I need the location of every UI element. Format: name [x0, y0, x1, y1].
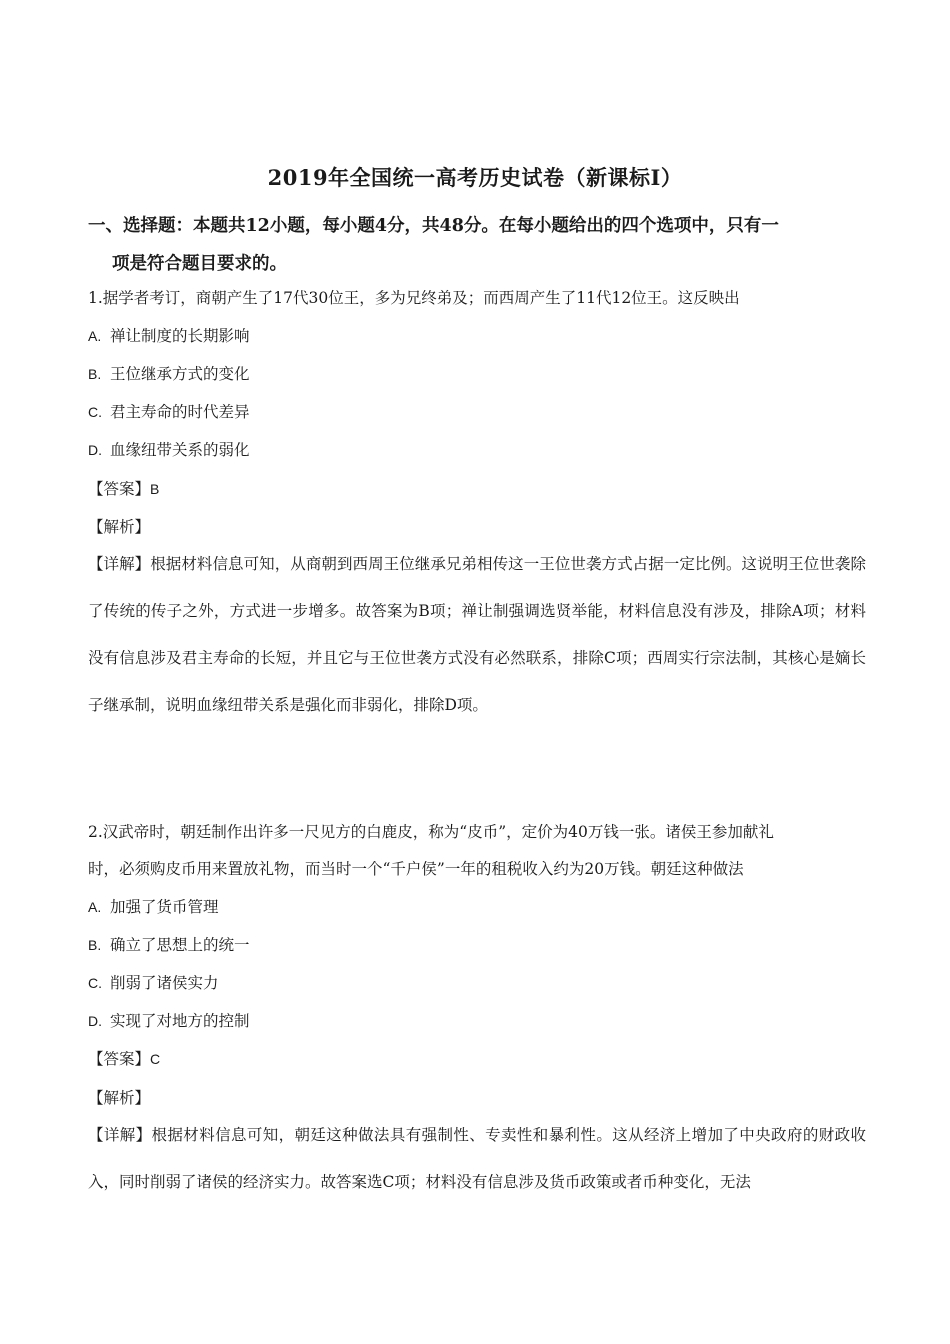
question-2-answer	[88, 1047, 160, 1069]
question-2-detail: 【详解】根据材料信息可知，朝廷这种做法具有强制性、专卖性和暴利性。这从经济上增加了中央政府的财政收入，同时削弱了诸侯的经济实力。故答案选C项；材料没有信息涉及货币政策或者币种变化，无法	[88, 1126, 866, 1191]
section-heading-line2: 项是符合题目要求的。	[112, 254, 287, 274]
question-2-stem-line2: 时，必须购皮币用来置放礼物，而当时一个“千户侯”一年的租税收入约为20万钱。朝廷这种做法	[88, 860, 744, 878]
option-text: 君主寿命的时代差异	[110, 403, 250, 421]
question-2-analysis-label: 【解析】	[88, 1089, 151, 1107]
option-text: 确立了思想上的统一	[110, 936, 250, 954]
option-text: 加强了货币管理	[110, 898, 219, 916]
option-text: 削弱了诸侯实力	[110, 974, 219, 992]
answer-value: B	[150, 481, 160, 497]
answer-value: C	[150, 1051, 161, 1067]
question-2-stem-line1: 2.汉武帝时，朝廷制作出许多一尺见方的白鹿皮，称为“皮币”，定价为40万钱一张。诸侯王参加献礼	[88, 823, 774, 841]
answer-label: 【答案】	[88, 480, 151, 498]
option-text: 王位继承方式的变化	[110, 365, 250, 383]
option-letter: B.	[88, 366, 102, 382]
question-2-option-b	[88, 933, 250, 955]
question-1-analysis-label: 【解析】	[88, 518, 151, 536]
option-letter: D.	[88, 1013, 102, 1029]
exam-title: 2019年全国统一高考历史试卷（新课标Ⅰ）	[267, 165, 683, 190]
option-text: 实现了对地方的控制	[110, 1012, 250, 1030]
question-1-option-a	[88, 324, 250, 346]
option-letter: C.	[88, 975, 102, 991]
option-text: 禅让制度的长期影响	[110, 327, 250, 345]
section-heading	[88, 207, 878, 283]
option-letter: B.	[88, 937, 102, 953]
option-letter: D.	[88, 442, 102, 458]
option-text: 血缘纽带关系的弱化	[110, 441, 250, 459]
question-1-option-b	[88, 362, 250, 384]
question-1-option-d	[88, 438, 250, 460]
answer-label: 【答案】	[88, 1050, 151, 1068]
question-1-stem: 1.据学者考订，商朝产生了17代30位王，多为兄终弟及；而西周产生了11代12位王。这反映出	[88, 289, 740, 307]
section-heading-line1: 一、选择题：本题共12小题，每小题4分，共48分。在每小题给出的四个选项中，只有一	[88, 216, 779, 236]
question-1-option-c	[88, 400, 250, 422]
question-1-detail: 【详解】根据材料信息可知，从商朝到西周王位继承兄弟相传这一王位世袭方式占据一定比例。这说明王位世袭除了传统的传子之外，方式进一步增多。故答案为B项；禅让制强调选贤举能，材料信息没有涉及，排除A项；材料没有信息涉及君主寿命的长短，并且它与王位世袭方式没有必然联系，排除C项；西周实行宗法制，其核心是嫡长子继承制，说明血缘纽带关系是强化而非弱化，排除D项。	[88, 555, 866, 714]
option-letter: C.	[88, 404, 102, 420]
question-2-option-d	[88, 1009, 250, 1031]
option-letter: A.	[88, 899, 102, 915]
question-2-option-a	[88, 895, 219, 917]
question-1-answer	[88, 477, 159, 499]
option-letter: A.	[88, 328, 102, 344]
question-2-option-c	[88, 971, 219, 993]
